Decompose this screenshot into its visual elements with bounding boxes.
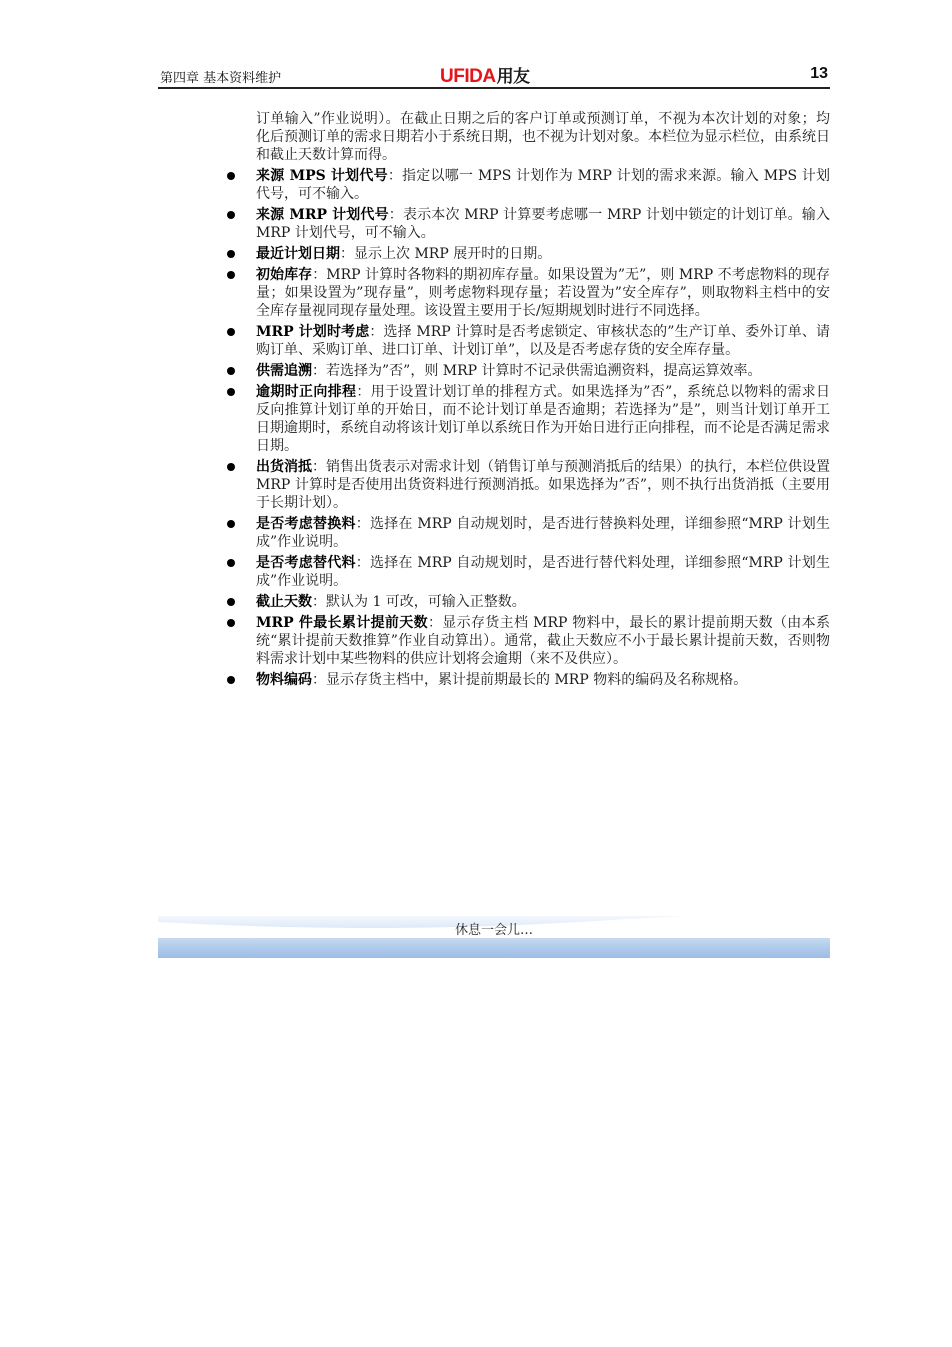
bullet-icon bbox=[227, 598, 235, 606]
item-term: 最近计划日期 bbox=[256, 246, 340, 262]
bullet-icon bbox=[227, 271, 235, 279]
item-text: ：显示存货主档中，累计提前期最长的 MRP 物料的编码及名称规格。 bbox=[312, 672, 748, 688]
item-term: 供需追溯 bbox=[256, 363, 312, 379]
header-divider bbox=[158, 87, 830, 89]
bullet-icon bbox=[227, 463, 235, 471]
document-body bbox=[226, 110, 830, 692]
continuation-paragraph: 订单输入”作业说明）。在截止日期之后的客户订单或预测订单，不视为本次计划的对象；均化后预测订单的需求日期若小于系统日期，也不视为计划对象。本栏位为显示栏位，由系统日和截止天数计算而得。 bbox=[256, 111, 830, 163]
bullet-icon bbox=[227, 520, 235, 528]
bullet-icon bbox=[227, 559, 235, 567]
item-term: 来源 MRP 计划代号 bbox=[256, 207, 389, 223]
chapter-title: 第四章 基本资料维护 bbox=[160, 71, 282, 86]
item-text: ：显示上次 MRP 展开时的日期。 bbox=[340, 246, 552, 262]
list-item bbox=[226, 323, 830, 359]
item-term: 出货消抵 bbox=[256, 459, 312, 475]
bullet-icon bbox=[227, 367, 235, 375]
item-term: 截止天数 bbox=[256, 594, 312, 610]
item-term: 逾期时正向排程 bbox=[256, 384, 357, 400]
list-item bbox=[226, 266, 830, 320]
item-term: 是否考虑替代料 bbox=[256, 555, 356, 571]
item-text: ：表示本次 MRP 计算要考虑哪一 MRP 计划中锁定的计划订单。输入 MRP 计划代号，可不输入。 bbox=[256, 207, 830, 241]
bullet-icon bbox=[227, 211, 235, 219]
item-text: ：默认为 1 可改，可输入正整数。 bbox=[312, 594, 526, 610]
item-term: MRP 件最长累计提前天数 bbox=[256, 615, 428, 631]
list-item bbox=[226, 554, 830, 590]
footer-tagline: 休息一会儿… bbox=[454, 923, 533, 938]
item-text: ：指定以哪一 MPS 计划作为 MRP 计划的需求来源。输入 MPS 计划代号，可不输入。 bbox=[256, 168, 830, 202]
list-item bbox=[226, 245, 830, 263]
bullet-icon bbox=[227, 619, 235, 627]
item-text: ：用于设置计划订单的排程方式。如果选择为”否”，系统总以物料的需求日反向推算计划订单的开始日，而不论计划订单是否逾期；若选择为”是”，则当计划订单开工日期逾期时，系统自动将该计划订单以系统日作为开始日进行正向排程，而不论是否满足需求日期。 bbox=[256, 384, 831, 454]
bullet-icon bbox=[227, 676, 235, 684]
item-text: ：销售出货表示对需求计划（销售订单与预测消抵后的结果）的执行，本栏位供设置 MRP 计算时是否使用出货资料进行预测消抵。如果选择为”否”，则不执行出货消抵（主要用于长期计划）。 bbox=[256, 459, 830, 511]
item-text: ：选择在 MRP 自动规划时，是否进行替代料处理，详细参照“MRP 计划生成”作业说明。 bbox=[256, 555, 830, 589]
item-term: 是否考虑替换料 bbox=[256, 516, 356, 532]
item-term: 物料编码 bbox=[256, 672, 312, 688]
bullet-icon bbox=[227, 328, 235, 336]
item-text: ：MRP 计算时各物料的期初库存量。如果设置为”无”，则 MRP 不考虑物料的现存量；如果设置为”现存量”，则考虑物料现存量；若设置为”安全库存”，则取物料主档中的安全库存量视同现存量处理。该设置主要用于长/短期规划时进行不同选择。 bbox=[256, 267, 830, 319]
list-item bbox=[226, 671, 830, 689]
list-item bbox=[226, 614, 830, 668]
field-description-list bbox=[226, 167, 830, 689]
item-text: ：若选择为”否”，则 MRP 计算时不记录供需追溯资料，提高运算效率。 bbox=[312, 363, 762, 379]
list-item bbox=[226, 383, 830, 455]
logo-text-cn: 用友 bbox=[496, 67, 530, 86]
item-text: ：选择 MRP 计算时是否考虑锁定、审核状态的”生产订单、委外订单、请购订单、采购订单、进口订单、计划订单”，以及是否考虑存货的安全库存量。 bbox=[256, 324, 830, 358]
list-item bbox=[226, 167, 830, 203]
item-term: 初始库存 bbox=[256, 267, 313, 283]
bullet-icon bbox=[227, 388, 235, 396]
ufida-logo bbox=[440, 62, 530, 88]
item-term: 来源 MPS 计划代号 bbox=[256, 168, 388, 184]
page-number: 13 bbox=[810, 65, 828, 82]
list-item bbox=[226, 515, 830, 551]
item-text: ：选择在 MRP 自动规划时，是否进行替换料处理，详细参照“MRP 计划生成”作业说明。 bbox=[256, 516, 830, 550]
list-item bbox=[226, 593, 830, 611]
item-text: ：显示存货主档 MRP 物料中，最长的累计提前期天数（由本系统“累计提前天数推算”作业自动算出）。通常，截止天数应不小于最长累计提前天数，否则物料需求计划中某些物料的供应计划将会逾期（来不及供应）。 bbox=[256, 615, 830, 667]
bullet-icon bbox=[227, 250, 235, 258]
bullet-icon bbox=[227, 172, 235, 180]
logo-text-en: UFIDA bbox=[440, 66, 496, 87]
list-item bbox=[226, 458, 830, 512]
list-item bbox=[226, 362, 830, 380]
page-footer-banner bbox=[158, 916, 830, 958]
page-header bbox=[158, 62, 830, 88]
list-item bbox=[226, 206, 830, 242]
item-term: MRP 计划时考虑 bbox=[256, 324, 370, 340]
